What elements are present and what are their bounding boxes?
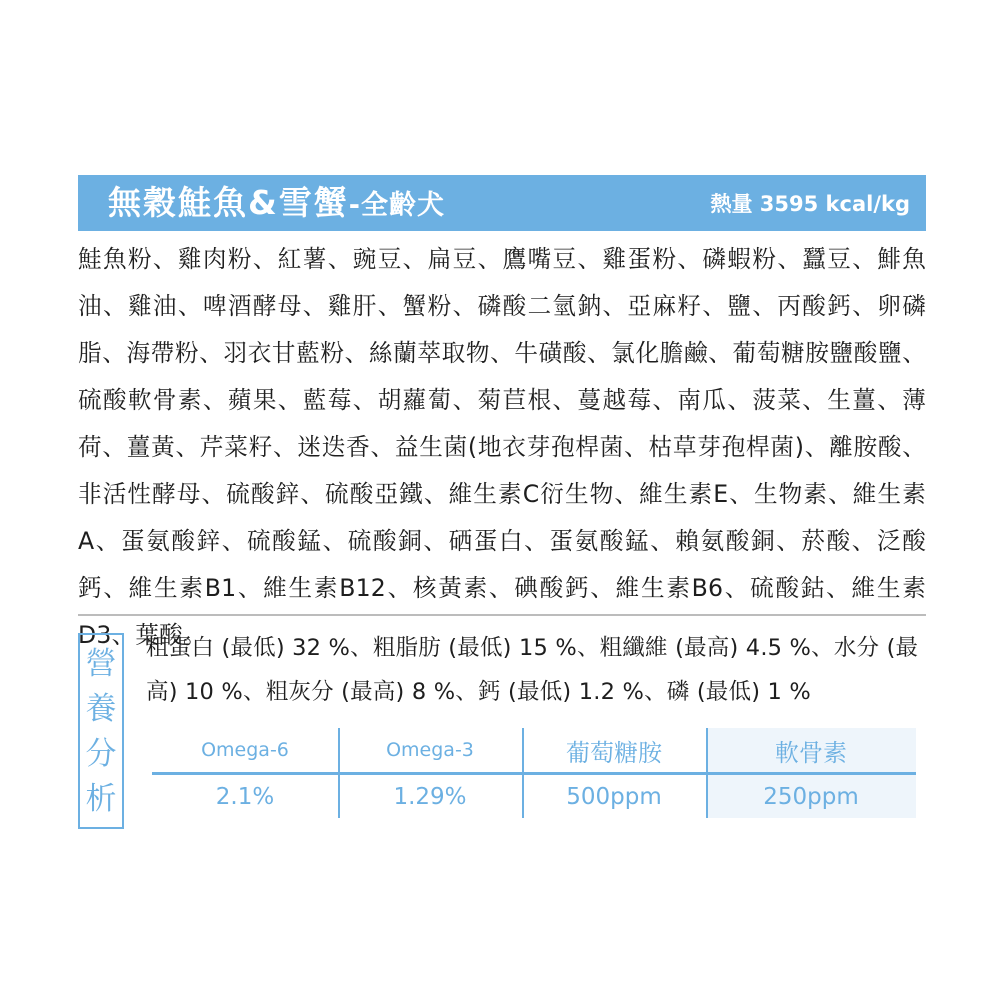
nutrition-label-char: 養 <box>85 690 117 727</box>
supplement-table <box>152 728 916 818</box>
supplement-value-omega6: 2.1% <box>215 783 275 810</box>
supplement-table-value-row <box>152 775 916 818</box>
section-divider <box>78 614 926 616</box>
nutrition-label-char: 析 <box>85 780 117 817</box>
supplement-table-header-row <box>152 728 916 772</box>
product-name: 無穀鮭魚&雪蟹 <box>108 183 349 222</box>
nutrition-label-char: 營 <box>85 645 117 682</box>
nutrition-label-box <box>78 633 124 829</box>
supplement-table-column-divider <box>706 728 708 818</box>
supplement-header-chondroitin: 軟骨素 <box>706 728 916 772</box>
ingredients-list: 鮭魚粉、雞肉粉、紅薯、豌豆、扁豆、鷹嘴豆、雞蛋粉、磷蝦粉、蠶豆、鯡魚油、雞油、啤酒酵母、雞肝、蟹粉、磷酸二氫鈉、亞麻籽、鹽、丙酸鈣、卵磷脂、海帶粉、羽衣甘藍粉、絲蘭萃取物、牛磺酸、氯化膽鹼、葡萄糖胺鹽酸鹽、硫酸軟骨素、蘋果、藍莓、胡蘿蔔、菊苣根、蔓越莓、南瓜、菠菜、生薑、薄荷、薑黃、芹菜籽、迷迭香、益生菌(地衣芽孢桿菌、枯草芽孢桿菌)、離胺酸、非活性酵母、硫酸鋅、硫酸亞鐵、維生素C衍生物、維生素E、生物素、維生素A、蛋氨酸鋅、硫酸錳、硫酸銅、硒蛋白、蛋氨酸錳、賴氨酸銅、菸酸、泛酸鈣、維生素B1、維生素B12、核黃素、碘酸鈣、維生素B6、硫酸鈷、維生素D3、葉酸。 <box>78 245 926 649</box>
supplement-header-glucosamine: 葡萄糖胺 <box>566 738 662 767</box>
product-header-bar <box>78 175 926 231</box>
supplement-value-chondroitin: 250ppm <box>706 775 916 818</box>
supplement-table-column-divider <box>522 728 524 818</box>
supplement-header-omega3: Omega-3 <box>386 739 474 761</box>
product-title <box>108 175 445 231</box>
supplement-header-omega6: Omega-6 <box>201 739 289 761</box>
nutrition-label-char: 分 <box>85 735 117 772</box>
guaranteed-analysis: 粗蛋白 (最低) 32 %、粗脂肪 (最低) 15 %、粗纖維 (最高) 4.5 %、水分 (最高) 10 %、粗灰分 (最高) 8 %、鈣 (最低) 1.2 %、磷 (最低) 1 % <box>146 635 919 705</box>
supplement-table-column-divider <box>338 728 340 818</box>
energy-value: 熱量 3595 kcal/kg <box>710 192 910 216</box>
product-subtitle: -全齡犬 <box>348 190 445 221</box>
supplement-value-glucosamine: 500ppm <box>566 783 662 810</box>
supplement-value-omega3: 1.29% <box>393 783 467 810</box>
